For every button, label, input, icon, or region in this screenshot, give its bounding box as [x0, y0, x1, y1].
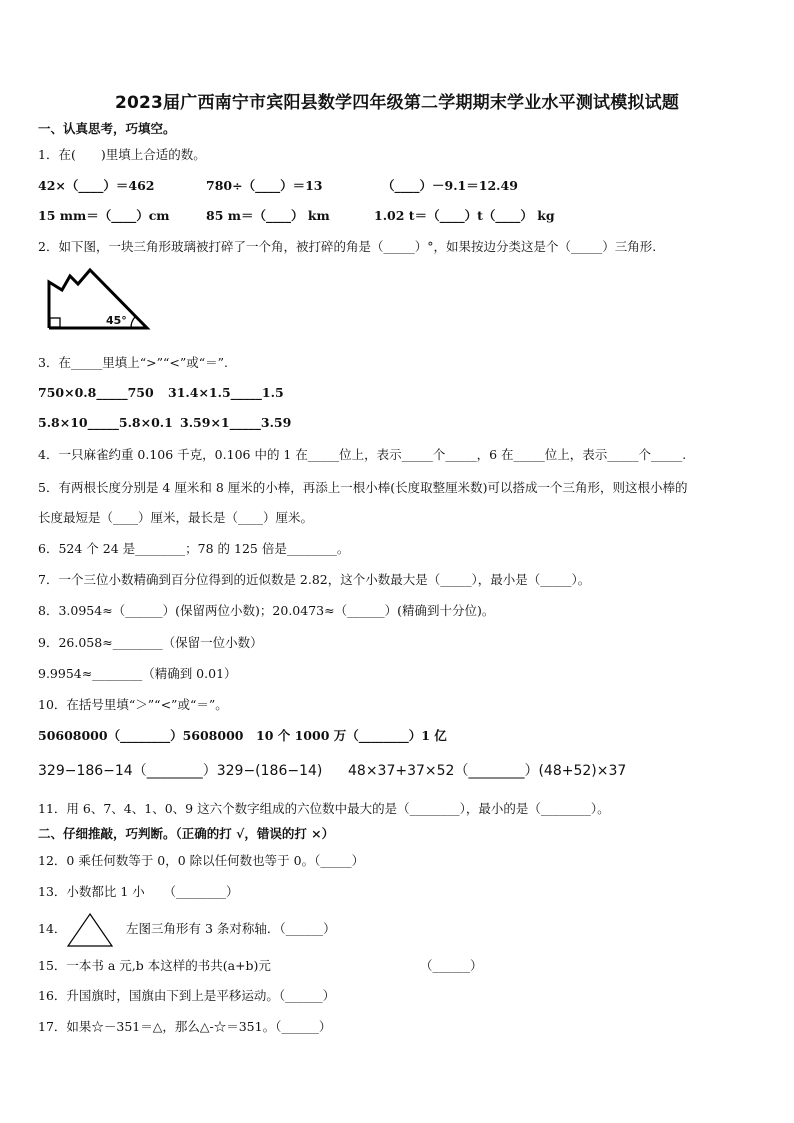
- question-2: 2．如下图，一块三角形玻璃被打碎了一个角，被打碎的角是（_____）°，如果按边分类这是个（_____）三角形.: [38, 239, 657, 254]
- question-14-text: 左图三角形有 3 条对称轴．（______）: [126, 921, 336, 936]
- question-7: 7．一个三位小数精确到百分位得到的近似数是 2.82，这个小数最大是（_____），最小是（_____）。: [38, 572, 591, 587]
- triangle-shape: [68, 914, 112, 946]
- page-title: 2023届广西南宁市宾阳县数学四年级第二学期期末学业水平测试模拟试题: [114, 93, 680, 113]
- question-8: 8．3.0954≈（______）(保留两位小数)；20.0473≈（______）(精确到十分位)。: [38, 603, 495, 618]
- q15-answer-blank: （______）: [420, 958, 483, 973]
- question-4: 4．一只麻雀约重 0.106 千克，0.106 中的 1 在_____位上，表示_____个_____，6 在_____位上，表示_____个_____.: [38, 447, 687, 462]
- question-16: 16．升国旗时，国旗由下到上是平移运动。（______）: [38, 988, 336, 1003]
- q1-item-6: 1.02 t＝（____）t（____） kg: [374, 208, 555, 223]
- q10-item-1: 50608000（________）5608000: [38, 728, 244, 743]
- question-14-number: 14．: [38, 921, 67, 936]
- angle-arc: [131, 317, 135, 328]
- question-1: 1．在( )里填上合适的数。: [38, 147, 206, 162]
- question-13: 13．小数都比 1 小 （________）: [38, 884, 239, 899]
- question-17: 17．如果☆－351＝△，那么△-☆＝351。（______）: [38, 1019, 332, 1034]
- q3-item-4: 3.59×1_____3.59: [180, 415, 292, 430]
- q1-item-4: 15 mm＝（____）cm: [38, 208, 170, 223]
- q1-item-1: 42×（____）＝462: [38, 178, 155, 193]
- section-heading-2: 二、仔细推敲，巧判断。（正确的打 √，错误的打 ×）: [38, 826, 335, 841]
- question-9-line-2: 9.9954≈________（精确到 0.01）: [38, 666, 237, 681]
- question-12: 12．0 乘任何数等于 0，0 除以任何数也等于 0。（_____）: [38, 853, 365, 868]
- q1-item-5: 85 m＝（____） km: [206, 208, 330, 223]
- equilateral-triangle-figure: [66, 912, 114, 948]
- question-6: 6．524 个 24 是________；78 的 125 倍是________。: [38, 541, 350, 556]
- right-angle-marker: [50, 318, 60, 327]
- question-5-line-1: 5．有两根长度分别是 4 厘米和 8 厘米的小棒，再添上一根小棒(长度取整厘米数)可以搭成一个三角形，则这根小棒的: [38, 480, 688, 495]
- broken-triangle-outline: [49, 270, 147, 328]
- question-10: 10．在括号里填“＞”“<”或“＝”。: [38, 697, 228, 712]
- section-heading-1: 一、认真思考，巧填空。: [38, 121, 176, 136]
- q10-item-3: 329−186−14（________）329−(186−14): [38, 763, 323, 779]
- q3-item-1: 750×0.8_____750: [38, 385, 154, 400]
- question-3: 3．在_____里填上“>”“<”或“＝”.: [38, 355, 228, 370]
- q10-item-4: 48×37+37×52（________）(48+52)×37: [348, 763, 627, 779]
- broken-triangle-figure: [44, 266, 152, 332]
- question-9-line-1: 9．26.058≈________（保留一位小数）: [38, 635, 263, 650]
- q3-item-3: 5.8×10_____5.8×0.1: [38, 415, 173, 430]
- q10-item-2: 10 个 1000 万（________）1 亿: [256, 728, 447, 743]
- q3-item-2: 31.4×1.5_____1.5: [168, 385, 284, 400]
- q1-item-2: 780÷（____）＝13: [206, 178, 323, 193]
- question-5-line-2: 长度最短是（____）厘米，最长是（____）厘米。: [38, 510, 314, 525]
- q1-item-3: （____）－9.1＝12.49: [382, 178, 518, 193]
- angle-label: 45°: [106, 314, 127, 327]
- question-15: 15．一本书 a 元,b 本这样的书共(a+b)元: [38, 958, 271, 973]
- question-11: 11．用 6、7、4、1、0、9 这六个数字组成的六位数中最大的是（________），最小的是（________）。: [38, 801, 610, 816]
